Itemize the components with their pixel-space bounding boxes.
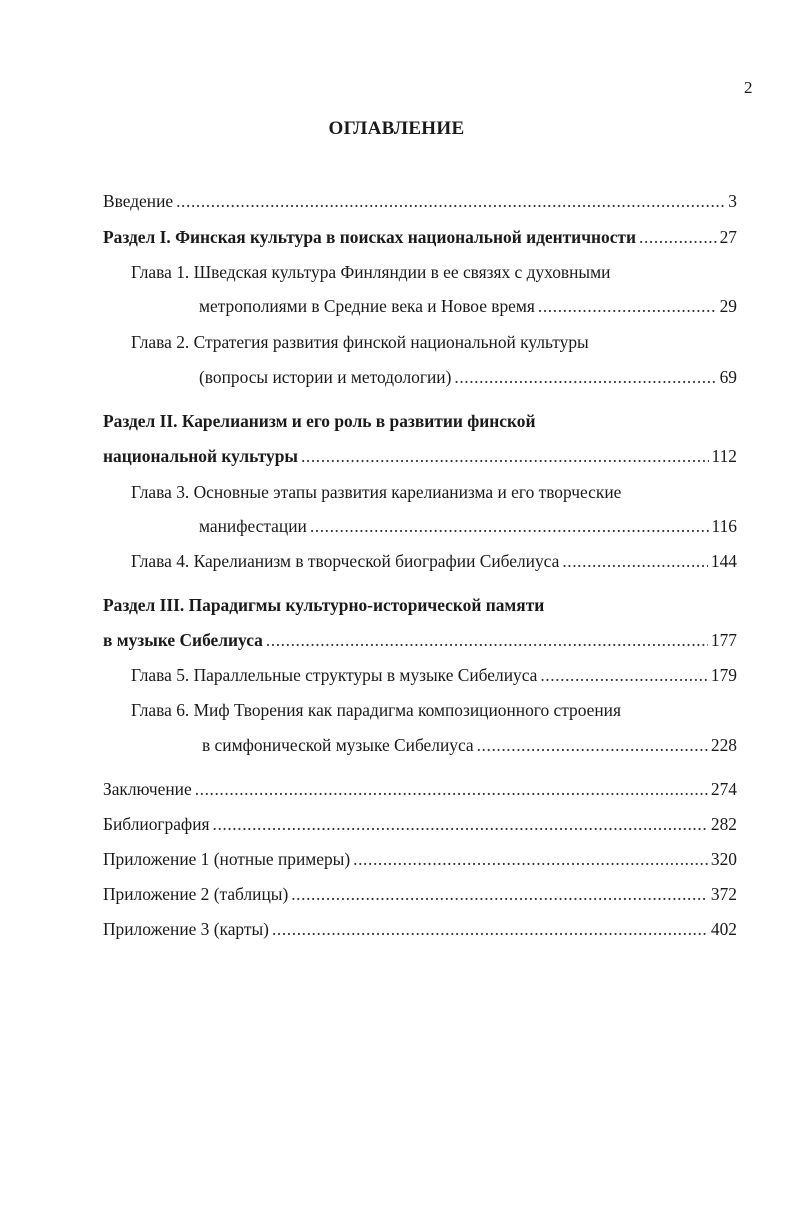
toc-entry-page: 112 (711, 446, 737, 466)
dot-leader (540, 664, 708, 686)
toc-entry-chapter-6[interactable] (202, 734, 737, 756)
dot-leader (310, 515, 709, 537)
toc-entry-chapter-1-line1[interactable]: Глава 1. Шведская культура Финляндии в ее связях с духовными (131, 262, 611, 282)
dot-leader (301, 445, 709, 467)
toc-entry-label: национальной культуры (103, 446, 298, 466)
dot-leader (272, 918, 708, 940)
toc-entry-chapter-5[interactable] (131, 664, 737, 686)
toc-entry-label: в музыке Сибелиуса (103, 630, 263, 650)
page-title: ОГЛАВЛЕНИЕ (328, 118, 465, 139)
toc-entry-chapter-3-line1[interactable]: Глава 3. Основные этапы развития карелианизма и его творческие (131, 482, 622, 502)
toc-entry-appendix-1[interactable] (103, 848, 737, 870)
toc-entry-section-1[interactable] (103, 226, 737, 248)
toc-entry-label: (вопросы истории и методологии) (199, 367, 452, 387)
toc-entry-label: Заключение (103, 779, 192, 799)
toc-entry-label: Библиография (103, 814, 210, 834)
dot-leader (353, 848, 708, 870)
dot-leader (477, 734, 708, 756)
toc-entry-page: 228 (710, 735, 737, 755)
dot-leader (454, 366, 716, 388)
dot-leader (176, 190, 725, 212)
dot-leader (562, 550, 708, 572)
toc-entry-page: 282 (710, 814, 737, 834)
toc-entry-section-2-line1[interactable]: Раздел II. Карелианизм и его роль в развитии финской (103, 411, 536, 431)
toc-entry-label: Глава 4. Карелианизм в творческой биографии Сибелиуса (131, 551, 560, 571)
toc-entry-chapter-2-line1[interactable]: Глава 2. Стратегия развития финской национальной культуры (131, 332, 589, 352)
toc-entry-section-2[interactable] (103, 445, 737, 467)
toc-entry-chapter-2[interactable] (199, 366, 737, 388)
toc-entry-appendix-2[interactable] (103, 883, 737, 905)
toc-entry-label: метрополиями в Средние века и Новое время (199, 296, 535, 316)
toc-entry-chapter-6-line1[interactable]: Глава 6. Миф Творения как парадигма композиционного строения (131, 700, 621, 720)
toc-entry-chapter-4[interactable] (131, 550, 737, 572)
toc-entry-label: Приложение 3 (карты) (103, 919, 269, 939)
toc-entry-page: 29 (719, 296, 737, 316)
toc-entry-page: 144 (710, 551, 737, 571)
dot-leader (213, 813, 708, 835)
toc-entry-label: Введение (103, 191, 174, 211)
dot-leader (195, 778, 708, 800)
toc-entry-section-3-line1[interactable]: Раздел III. Парадигмы культурно-исторической памяти (103, 595, 545, 615)
dot-leader (639, 226, 717, 248)
dot-leader (266, 629, 708, 651)
toc-entry-page: 402 (710, 919, 737, 939)
toc-entry-label: Раздел I. Финская культура в поисках национальной идентичности (103, 227, 636, 247)
toc-entry-label: Приложение 1 (нотные примеры) (103, 849, 351, 869)
toc-entry-label: Приложение 2 (таблицы) (103, 884, 289, 904)
toc-entry-conclusion[interactable] (103, 778, 737, 800)
toc-entry-label: в симфонической музыке Сибелиуса (202, 735, 474, 755)
toc-entry-page: 69 (719, 367, 737, 387)
toc-entry-intro[interactable] (103, 190, 737, 212)
toc-entry-page: 274 (710, 779, 737, 799)
toc-entry-section-3[interactable] (103, 629, 737, 651)
toc-entry-page: 116 (711, 516, 737, 536)
toc-entry-label: Глава 5. Параллельные структуры в музыке Сибелиуса (131, 665, 538, 685)
dot-leader (538, 295, 717, 317)
toc-entry-bibliography[interactable] (103, 813, 737, 835)
toc-entry-page: 372 (710, 884, 737, 904)
toc-entry-page: 3 (728, 191, 737, 211)
toc-entry-chapter-3[interactable] (199, 515, 737, 537)
toc-entry-page: 27 (719, 227, 737, 247)
toc-entry-label: манифестации (199, 516, 307, 536)
toc-entry-page: 179 (710, 665, 737, 685)
dot-leader (291, 883, 708, 905)
toc-entry-appendix-3[interactable] (103, 918, 737, 940)
toc-entry-page: 177 (710, 630, 737, 650)
toc-entry-page: 320 (710, 849, 737, 869)
toc-entry-chapter-1[interactable] (199, 295, 737, 317)
page-number: 2 (744, 78, 753, 97)
